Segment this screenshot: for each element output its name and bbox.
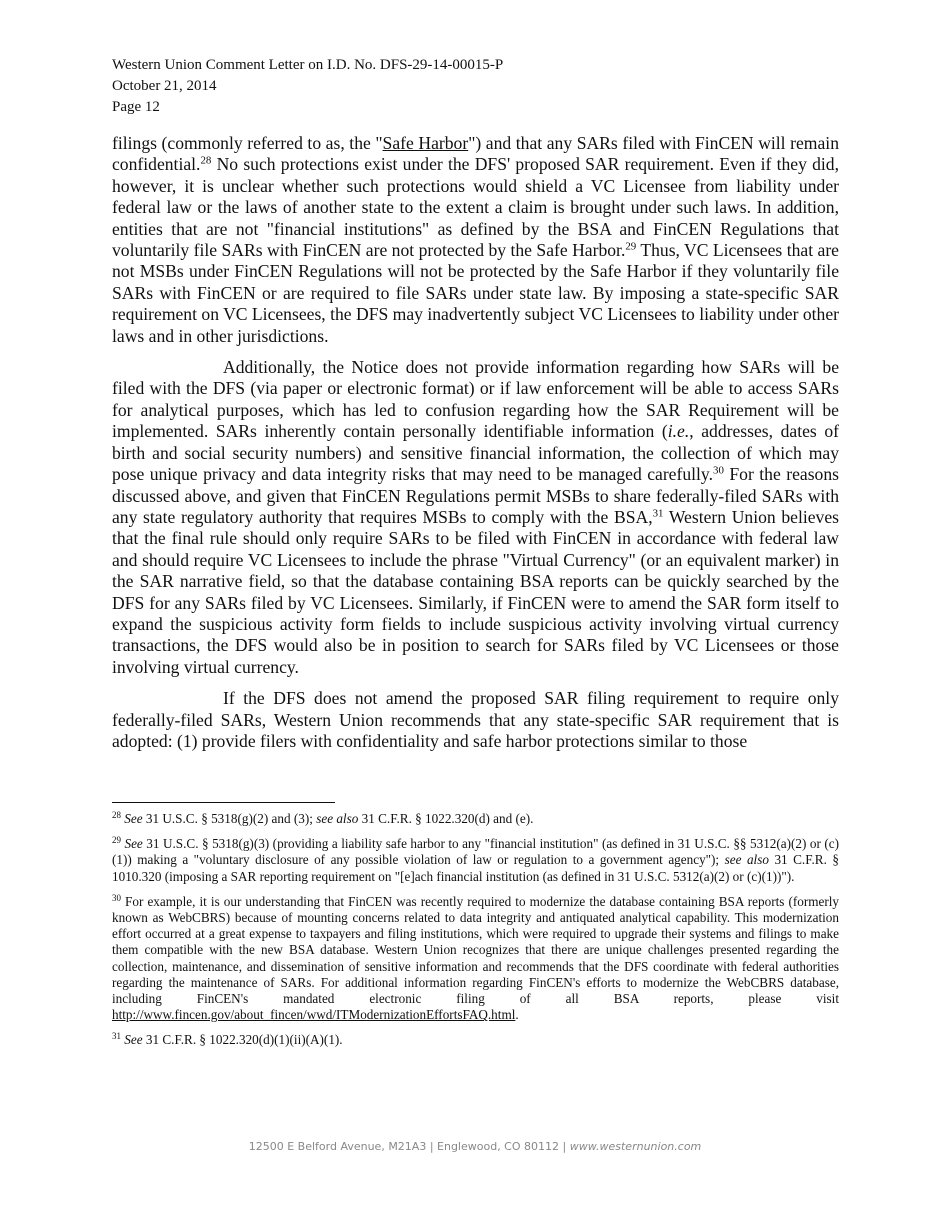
ie-abbrev: i.e. (667, 421, 690, 442)
paragraph-notice-info: Additionally, the Notice does not provide information regarding how SARs will be filed with the DFS (via paper or electronic format) or if law enforcement will be able to access SARs for analytical purposes, which has led to confusion regarding how the SAR Requirement will be implemented. SARs inherently contain personally identifiable information (i.e., addresses, dates of birth and social security numbers) and sensitive financial information, the collection of which may pose unique privacy and data integrity risks that may need to be managed carefully.$^{30}$ For the reasons discussed above, and given that FinCEN Regulations permit MSBs to share federally-filed SARs with any state regulatory authority that requires MSBs to comply with the BSA,$^{31}$ Western Union believes that the final rule should only require SARs to be filed with FinCEN in accordance with federal law and should require VC Licensees to include the phrase "Virtual Currency" (or an equivalent marker) in the SAR narrative field, so that the database containing BSA reports can be quickly searched by the DFS for any SARs filed by VC Licensees. Similarly, if FinCEN were to amend the SAR form itself to expand the suspicious activity form fields to include suspicious activity involving virtual currency transactions, the DFS would also be in position to search for SARs filed by VC Licensees or those involving virtual currency. (112, 357, 839, 677)
letter-body (112, 133, 839, 762)
footnote-ref-28[interactable]: 28 (200, 154, 212, 167)
footer-address: 12500 E Belford Avenue, M21A3 | Englewood, CO 80112 | (248, 1140, 570, 1153)
footnote-divider (112, 802, 335, 803)
letter-header (112, 55, 503, 118)
header-date: October 21, 2014 (112, 78, 217, 94)
footnote-31: $^{31}$ See 31 C.F.R. § 1022.320(d)(1)(ii)(A)(1). (112, 1031, 343, 1048)
footnote-ref-29[interactable]: 29 (625, 240, 637, 253)
header-title: Western Union Comment Letter on I.D. No. DFS-29-14-00015-P (112, 57, 504, 73)
footnote-ref-30[interactable]: 30 (712, 464, 724, 477)
paragraph-safe-harbor: filings (commonly referred to as, the "Safe Harbor") and that any SARs filed with FinCEN will remain confidential.$^{28}$ No such protections exist under the DFS' proposed SAR requirement. Even if they did, however, it is unclear whether such protections would shield a VC Licensee from liability under federal law or the laws of another state to the extent a claim is brought under such laws. In addition, entities that are not "financial institutions" as defined by the BSA and FinCEN Regulations that voluntarily file SARs with FinCEN are not protected by the Safe Harbor.$^{29}$ Thus, VC Licensees that are not MSBs under FinCEN Regulations will not be protected by the Safe Harbor if they voluntarily file SARs with FinCEN or are required to file SARs under state law. By imposing a state-specific SAR requirement on VC Licensees, the DFS may inadvertently subject VC Licensees to liability under other laws and in other jurisdictions. (112, 133, 839, 346)
paragraph-recommendation: If the DFS does not amend the proposed SAR filing requirement to require only federally-filed SARs, Western Union recommends that any state-specific SAR requirement that is adopted: (1) provide filers with confidentiality and safe harbor protections similar to those (112, 688, 839, 751)
fincen-faq-link[interactable]: http://www.fincen.gov/about_fincen/wwd/ITModernizationEffortsFAQ.html (112, 1007, 516, 1023)
safe-harbor-term: Safe Harbor (382, 133, 469, 153)
footnotes (112, 811, 839, 1058)
page-footer (0, 1140, 950, 1153)
footer-website[interactable]: www.westernunion.com (569, 1140, 702, 1153)
footnote-ref-31[interactable]: 31 (652, 507, 664, 520)
footnote-29: $^{29}$ See 31 U.S.C. § 5318(g)(3) (providing a liability safe harbor to any "financial institution" (as defined in 31 U.S.C. §§ 5312(a)(2) or (c)(1)) making a "voluntary disclosure of any possible violation of law or regulation to a government agency"); see also 31 C.F.R. § 1010.320 (imposing a SAR reporting requirement on "[e]ach financial institution (as defined in 31 U.S.C. 5312(a)(2) or (c)(1))"). (112, 835, 840, 884)
footnote-30: $^{30}$ For example, it is our understanding that FinCEN was recently required to modernize the database containing BSA reports (formerly known as WebCBRS) because of mounting concerns related to data integrity and antiquated analytical capability. This modernization effort occurred at a great expense to taxpayers and filing institutions, which were required to upgrade their systems and filings to make them compatible with the new BSA database. Western Union recognizes that there are unique challenges presented regarding the collection, maintenance, and dissemination of sensitive information and recommends that the DFS coordinate with federal authorities regarding the maintenance of SARs. For additional information regarding FinCEN's efforts to modernize the WebCBRS database, including FinCEN's mandated electronic filing of all BSA reports, please visit http://www.fincen.gov/about_fincen/wwd/ITModernizationEffortsFAQ.html. (112, 892, 839, 1023)
header-page-number: Page 12 (112, 99, 160, 115)
footnote-28: $^{28}$ See 31 U.S.C. § 5318(g)(2) and (3); see also 31 C.F.R. § 1022.320(d) and (e). (112, 810, 534, 826)
